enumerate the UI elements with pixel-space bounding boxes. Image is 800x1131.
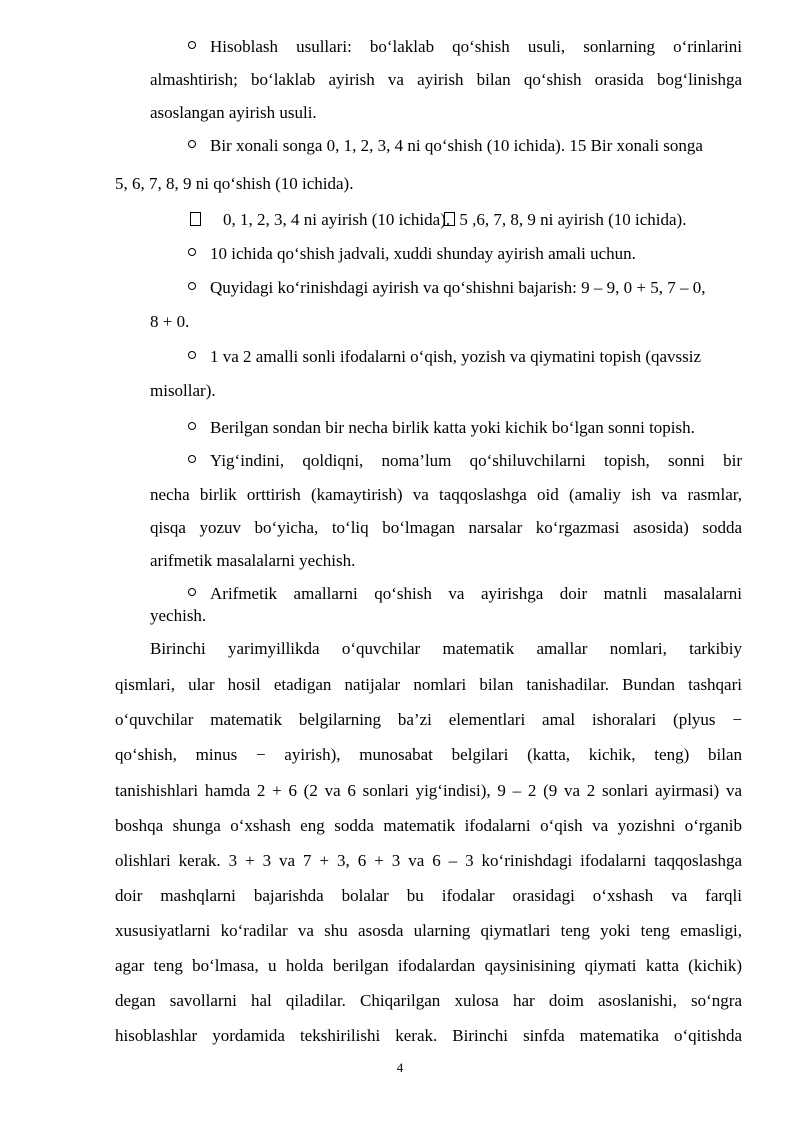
text-line: almashtirish; bo‘laklab ayirish va ayirish bilan qo‘shish orasida bog‘linishga <box>150 70 742 89</box>
bullet-icon <box>188 282 196 290</box>
list-item: Quyidagi ko‘rinishdagi ayirish va qo‘shishni bajarish: 9 – 9, 0 + 5, 7 – 0, <box>188 277 705 299</box>
list-item: Hisoblash usullari: bo‘laklab qo‘shish usuli, sonlarning o‘rinlarini <box>188 36 742 58</box>
bullet-icon <box>188 41 196 49</box>
list-item: 0, 1, 2, 3, 4 ni ayirish (10 ichida). 5 ,6, 7, 8, 9 ni ayirish (10 ichida). <box>190 209 686 231</box>
text-line: necha birlik orttirish (kamaytirish) va taqqoslashga oid (amaliy ish va rasmlar, <box>150 485 742 504</box>
bullet-icon <box>188 455 196 463</box>
paragraph-line: olishlari kerak. 3 + 3 va 7 + 3, 6 + 3 va 6 – 3 ko‘rinishdagi ifodalarni taqqoslashga <box>115 851 742 870</box>
paragraph-line: Birinchi yarimyillikda o‘quvchilar matematik amallar nomlari, tarkibiy <box>150 639 742 658</box>
text-line: asoslangan ayirish usuli. <box>150 103 317 122</box>
list-item: Bir xonali songa 0, 1, 2, 3, 4 ni qo‘shish (10 ichida). 15 Bir xonali songa <box>188 135 703 157</box>
paragraph-line: hisoblashlar yordamida tekshirilishi kerak. Birinchi sinfda matematika o‘qitishda <box>115 1026 742 1045</box>
text-line: misollar). <box>150 381 216 400</box>
list-item: Berilgan sondan bir necha birlik katta yoki kichik bo‘lgan sonni topish. <box>188 417 695 439</box>
bullet-icon <box>188 140 196 148</box>
page-number: 4 <box>396 1060 404 1075</box>
bullet-icon <box>188 248 196 256</box>
paragraph-line: doir mashqlarni bajarishda bolalar bu ifodalar orasidagi o‘xshash va farqli <box>115 886 742 905</box>
text-line: 8 + 0. <box>150 312 190 331</box>
paragraph-line: qismlari, ular hosil etadigan natijalar nomlari bilan tanishadilar. Bundan tashqari <box>115 675 742 694</box>
list-item: 1 va 2 amalli sonli ifodalarni o‘qish, yozish va qiymatini topish (qavssiz <box>188 346 701 368</box>
missing-glyph-icon <box>444 212 455 226</box>
text-line: yechish. <box>150 606 207 625</box>
text-line: qisqa yozuv bo‘yicha, to‘liq bo‘lmagan narsalar ko‘rgazmasi asosida) sodda <box>150 518 742 537</box>
paragraph-line: agar teng bo‘lmasa, u holda berilgan ifodalardan qaysinisining qiymati katta (kichik) <box>115 956 742 975</box>
paragraph-line: o‘quvchilar matematik belgilarning ba’zi elementlari amal ishoralari (plyus − <box>115 710 742 729</box>
list-item: 10 ichida qo‘shish jadvali, xuddi shunday ayirish amali uchun. <box>188 243 636 265</box>
paragraph-line: boshqa shunga o‘xshash eng sodda matematik ifodalarni o‘qish va yozishni o‘rganib <box>115 816 742 835</box>
bullet-icon <box>188 422 196 430</box>
bullet-icon <box>188 351 196 359</box>
paragraph-line: xususiyatlarni ko‘radilar va shu asosda ularning qiymatlari teng yoki teng emasligi, <box>115 921 742 940</box>
missing-glyph-icon <box>190 212 201 226</box>
bullet-icon <box>188 588 196 596</box>
paragraph-line: qo‘shish, minus − ayirish), munosabat belgilari (katta, kichik, teng) bilan <box>115 745 742 764</box>
text-line: 5, 6, 7, 8, 9 ni qo‘shish (10 ichida). <box>115 174 354 193</box>
list-item: Arifmetik amallarni qo‘shish va ayirishga doir matnli masalalarni <box>188 583 742 605</box>
text-line: arifmetik masalalarni yechish. <box>150 551 356 570</box>
paragraph-line: degan savollarni hal qiladilar. Chiqarilgan xulosa har doim asoslanishi, so‘ngra <box>115 991 742 1010</box>
list-item: Yig‘indini, qoldiqni, noma’lum qo‘shiluvchilarni topish, sonni bir <box>188 450 742 472</box>
paragraph-line: tanishishlari hamda 2 + 6 (2 va 6 sonlari yig‘indisi), 9 – 2 (9 va 2 sonlari ayirmasi) va <box>115 781 742 800</box>
